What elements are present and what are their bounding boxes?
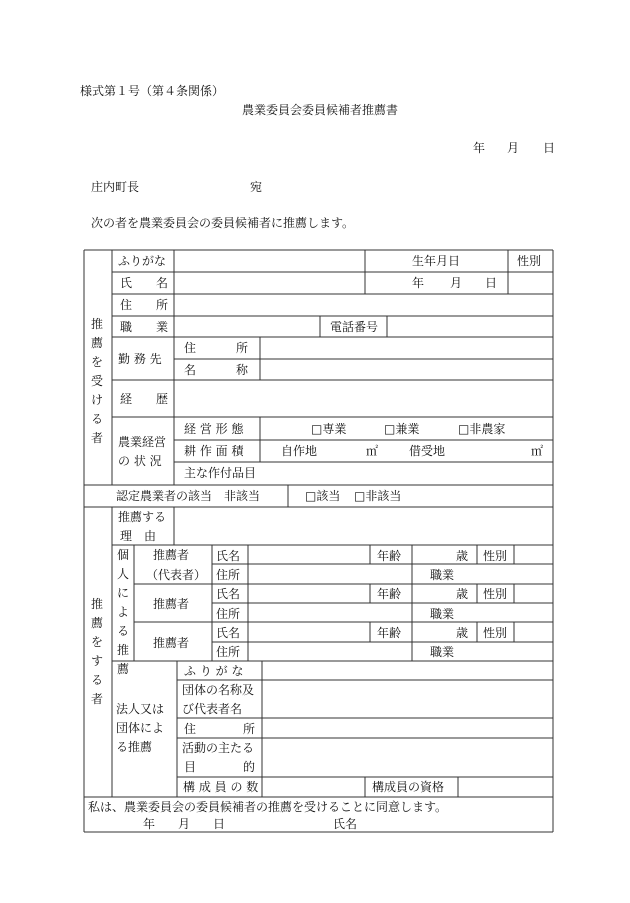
activity-label-2a: 目 — [184, 760, 197, 774]
reason-label-1: 推薦する — [118, 510, 167, 524]
cultivated-area-label: 耕 作 面 積 — [184, 444, 244, 458]
occupation-label-1: 職 — [120, 320, 133, 334]
career-label-2: 歴 — [156, 392, 169, 406]
individual-label: 個人による推薦 — [116, 548, 129, 676]
rec2-age-label: 年齢 — [377, 587, 402, 601]
rec2-name-label: 氏名 — [216, 587, 241, 601]
corp-furigana-label: ふ り が な — [184, 664, 244, 678]
opt-parttime[interactable]: □兼業 — [384, 422, 420, 436]
farm-status-label-2: の 状 況 — [118, 454, 162, 468]
opt-fulltime[interactable]: □専業 — [311, 422, 347, 436]
birthdate-label: 生年月日 — [412, 254, 461, 268]
owned-land-label: 自作地 — [281, 444, 318, 458]
workplace-label: 勤 務 先 — [118, 352, 162, 366]
rec3-gender-label: 性別 — [483, 626, 508, 640]
wp-name-2: 称 — [236, 363, 249, 377]
corp-name-label-1: 団体の名称及 — [182, 683, 255, 697]
reason-label-2: 理 由 — [120, 529, 157, 543]
corp-address-2: 所 — [243, 722, 256, 736]
certified-farmer-label: 認定農業者の該当 非該当 — [116, 489, 261, 503]
rec3-age-label: 年齢 — [377, 626, 402, 640]
rec1-job-label: 職業 — [430, 568, 455, 582]
page-title: 農業委員会委員候補者推薦書 — [242, 103, 399, 117]
leased-land-label: 借受地 — [409, 444, 446, 458]
opt-not-applicable[interactable]: □非該当 — [354, 489, 402, 503]
intro-text: 次の者を農業委員会の委員候補者に推薦します。 — [91, 216, 355, 230]
rec2-job-label: 職業 — [430, 607, 455, 621]
opt-nonfarm[interactable]: □非農家 — [458, 422, 506, 436]
address-label-2: 所 — [156, 298, 169, 312]
rec2-gender-label: 性別 — [483, 587, 508, 601]
birth-month: 月 — [450, 276, 463, 290]
corp-address-1: 住 — [184, 722, 197, 736]
name-label-1: 氏 — [120, 276, 133, 290]
section-candidate-label: 推薦を受ける者 — [90, 317, 103, 445]
corp-name-label-2: び代表者名 — [182, 702, 243, 716]
rec2-address-label: 住所 — [216, 607, 241, 621]
leased-land-unit: ㎡ — [531, 444, 544, 458]
recommender-2-label: 推薦者 — [153, 597, 190, 611]
career-label-1: 経 — [120, 392, 133, 406]
members-label: 構 成 員 の 数 — [183, 780, 259, 794]
phone-label: 電話番号 — [330, 320, 379, 334]
consent-name-label: 氏名 — [333, 817, 358, 831]
rec3-job-label: 職業 — [430, 645, 455, 659]
section-recommender-label: 推薦をする者 — [90, 597, 103, 706]
form-number: 様式第１号（第４条関係） — [80, 84, 225, 98]
furigana-label: ふりがな — [118, 254, 167, 268]
occupation-label-2: 業 — [156, 320, 169, 334]
rec3-name-label: 氏名 — [216, 626, 241, 640]
consent-day: 日 — [213, 817, 226, 831]
farm-type-label: 経 営 形 態 — [184, 422, 244, 436]
rec2-age-unit: 歳 — [456, 587, 469, 601]
qualification-label: 構成員の資格 — [372, 780, 445, 794]
corp-label: 法人又は団体による推薦 — [116, 702, 165, 754]
consent-month: 月 — [178, 817, 191, 831]
farm-status-label-1: 農業経営 — [118, 435, 167, 449]
rec1-name-label: 氏名 — [216, 549, 241, 563]
gender-label: 性別 — [517, 254, 542, 268]
wp-address-2: 所 — [236, 341, 249, 355]
date-month-label: 月 — [507, 141, 520, 155]
rec1-gender-label: 性別 — [483, 549, 508, 563]
recommender-3-label: 推薦者 — [153, 636, 190, 650]
birth-year: 年 — [412, 276, 425, 290]
rec1-age-label: 年齢 — [377, 549, 402, 563]
consent-text: 私は、農業委員会の委員候補者の推薦を受けることに同意します。 — [88, 800, 448, 814]
rep-label-1: 推薦者 — [153, 548, 190, 562]
rep-label-2: （代表者） — [146, 568, 207, 582]
rec1-age-unit: 歳 — [456, 549, 469, 563]
wp-address-1: 住 — [184, 341, 197, 355]
activity-label-2b: 的 — [243, 760, 256, 774]
owned-land-unit: ㎡ — [366, 444, 379, 458]
opt-applicable[interactable]: □該当 — [305, 489, 341, 503]
date-day-label: 日 — [543, 141, 556, 155]
rec1-address-label: 住所 — [216, 568, 241, 582]
addressee: 庄内町長 — [91, 180, 140, 194]
address-label-1: 住 — [120, 298, 133, 312]
activity-label-1: 活動の主たる — [182, 741, 255, 755]
name-label-2: 名 — [156, 276, 169, 290]
wp-name-1: 名 — [184, 363, 197, 377]
birth-day: 日 — [485, 276, 498, 290]
consent-year: 年 — [143, 817, 156, 831]
addressee-suffix: 宛 — [250, 180, 263, 194]
main-crops-label: 主な作付品目 — [184, 466, 257, 480]
date-year-label: 年 — [473, 141, 486, 155]
rec3-age-unit: 歳 — [456, 626, 469, 640]
rec3-address-label: 住所 — [216, 645, 241, 659]
